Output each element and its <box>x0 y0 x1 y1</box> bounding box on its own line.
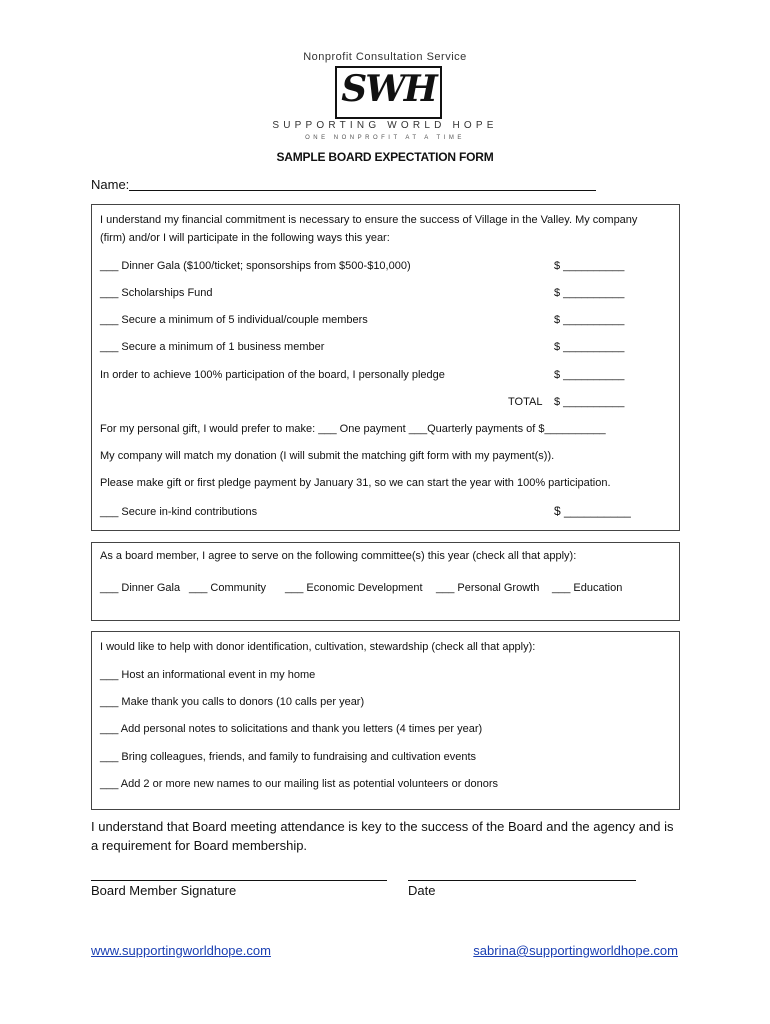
org-name: SUPPORTING WORLD HOPE <box>272 120 498 131</box>
business-member-item[interactable]: ___ Secure a minimum of 1 business member <box>100 341 325 353</box>
name-field[interactable] <box>129 190 596 191</box>
personal-pledge-item: In order to achieve 100% participation of the board, I personally pledge <box>100 369 445 381</box>
committee-economic-development[interactable]: ___ Economic Development <box>285 582 423 594</box>
inkind-amount-field[interactable]: $ __________ <box>554 504 631 518</box>
financial-intro-line1: I understand my financial commitment is necessary to ensure the success of Village in the Valley. My company <box>100 214 638 226</box>
committee-community[interactable]: ___ Community <box>189 582 267 594</box>
dinner-gala-item[interactable]: ___ Dinner Gala ($100/ticket; sponsorships from $500-$10,000) <box>100 260 411 272</box>
date-label: Date <box>408 883 436 898</box>
donor-help-item-new-names[interactable]: ___ Add 2 or more new names to our mailing list as potential volunteers or donors <box>100 778 499 790</box>
scholarships-item[interactable]: ___ Scholarships Fund <box>100 287 213 299</box>
committee-education[interactable]: ___ Education <box>552 582 623 594</box>
committee-personal-growth[interactable]: ___ Personal Growth <box>436 582 540 594</box>
committee-intro: As a board member, I agree to serve on the following committee(s) this year (check all that apply): <box>100 550 577 562</box>
donor-help-item-host-event[interactable]: ___ Host an informational event in my home <box>100 669 316 681</box>
individual-members-item[interactable]: ___ Secure a minimum of 5 individual/couple members <box>100 314 368 326</box>
inkind-item[interactable]: ___ Secure in-kind contributions <box>100 506 258 518</box>
donor-help-item-thank-you-calls[interactable]: ___ Make thank you calls to donors (10 calls per year) <box>100 696 365 708</box>
company-match: My company will match my donation (I will submit the matching gift form with my payment(s)). <box>100 450 555 462</box>
date-field[interactable] <box>408 880 636 881</box>
financial-intro-line2: (firm) and/or I will participate in the following ways this year: <box>100 232 390 244</box>
committee-section <box>91 542 680 621</box>
donor-help-section <box>91 631 680 810</box>
form-title: SAMPLE BOARD EXPECTATION FORM <box>276 150 494 164</box>
business-member-amount-field[interactable]: $ __________ <box>554 341 625 353</box>
donor-help-item-personal-notes[interactable]: ___ Add personal notes to solicitations and thank you letters (4 times per year) <box>100 723 483 735</box>
name-label: Name: <box>91 177 130 192</box>
total-amount-field[interactable]: $ __________ <box>554 396 625 408</box>
financial-commitment-section <box>91 204 680 531</box>
dinner-gala-amount-field[interactable]: $ __________ <box>554 260 625 272</box>
scholarships-amount-field[interactable]: $ __________ <box>554 287 625 299</box>
individual-members-amount-field[interactable]: $ __________ <box>554 314 625 326</box>
signature-label: Board Member Signature <box>91 883 237 898</box>
personal-pledge-amount-field[interactable]: $ __________ <box>554 369 625 381</box>
org-tagline: Nonprofit Consultation Service <box>303 51 467 63</box>
committee-dinner-gala[interactable]: ___ Dinner Gala <box>100 582 181 594</box>
gift-preference[interactable]: For my personal gift, I would prefer to make: ___ One payment ___Quarterly payments of $__________ <box>100 423 606 435</box>
attendance-note: I understand that Board meeting attendance is key to the success of the Board and the agency and is a requirement for Board membership. <box>91 819 674 853</box>
donor-help-item-bring-colleagues[interactable]: ___ Bring colleagues, friends, and family to fundraising and cultivation events <box>100 751 477 763</box>
logo: SWH <box>341 68 436 110</box>
donor-help-intro: I would like to help with donor identification, cultivation, stewardship (check all that apply): <box>100 641 536 653</box>
total-label: TOTAL <box>508 396 543 408</box>
email-link[interactable]: sabrina@supportingworldhope.com <box>473 943 678 958</box>
pledge-deadline: Please make gift or first pledge payment by January 31, so we can start the year with 100% participation. <box>100 477 611 489</box>
signature-field[interactable] <box>91 880 387 881</box>
org-subtitle: ONE NONPROFIT AT A TIME <box>305 135 465 141</box>
website-link[interactable]: www.supportingworldhope.com <box>91 943 271 958</box>
